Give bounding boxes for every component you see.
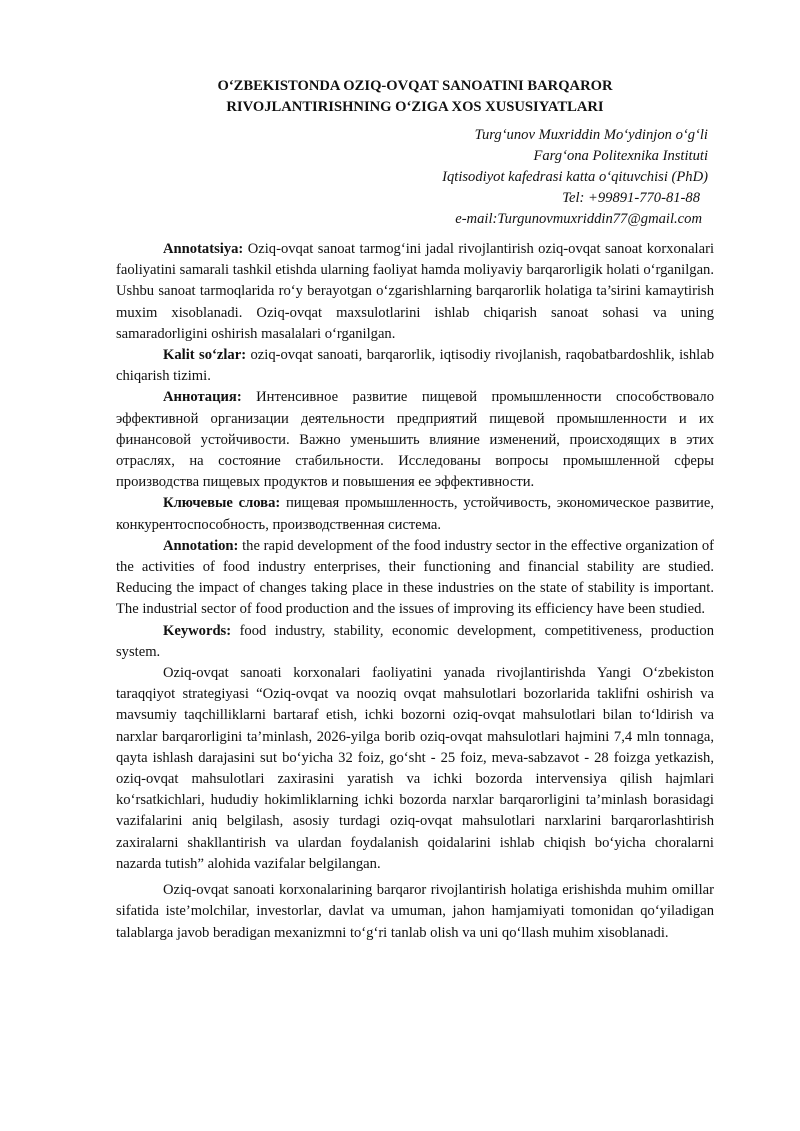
author-position: Iqtisodiyot kafedrasi katta o‘qituvchisi (PhD): [442, 169, 708, 185]
author-block: [116, 125, 708, 230]
author-name: Turg‘unov Muxriddin Mo‘ydinjon o‘g‘li: [474, 127, 708, 143]
keywords-russian-text: пищевая промышленность, устойчивость, экономическое развитие, конкурентоспособность, производственная система.: [116, 495, 714, 533]
author-phone: Tel: +99891-770-81-88: [562, 190, 700, 206]
title-line-2: RIVOJLANTIRISHNING O‘ZIGA XOS XUSUSIYATLARI: [226, 99, 604, 115]
abstract-english-label: Annotation:: [163, 537, 239, 554]
abstract-russian-text: Интенсивное развитие пищевой промышленности способствовало эффективной организации деятельности предприятий пищевой промышленности и их финансовой устойчивости. Важно уменьшить влияние изменений, происходящих в этих отраслях, на состояние стабильности. Исследованы вопросы промышленной сферы производства пищевых продуктов и повышения ее эффективности.: [116, 389, 714, 491]
keywords-english: [116, 621, 714, 663]
body-paragraph-1: Oziq-ovqat sanoati korxonalari faoliyatini yanada rivojlantirishda Yangi O‘zbekiston taraqqiyot strategiyasi “Oziq-ovqat va nooziq ovqat mahsulotlari bozorlarida taklifni oshirish va mavsumiy taqchilliklarni bartaraf etish, ichki bozorni oziq-ovqat mahsulotlari bilan to‘ldirish va narxlar barqarorligini ta’minlash, 2026-yilga borib oziq-ovqat mahsulotlari hajmini 7,4 mln tonnaga, qayta ishlash darajasini sut bo‘yicha 32 foiz, go‘sht - 25 foiz, meva-sabzavot - 28 foizga yetkazish, oziq-ovqat mahsulotlari zaxirasini yaratish va ichki bozorda intervensiya qilish hajmlari ko‘rsatkichlari, hududiy hokimliklarning ichki bozorda narxlar barqarorligini ta’minlash borasidagi vazifalarini aniq belgilash, asosiy turdagi oziq-ovqat mahsulotlari narxlarini barqarorlashtirish zaxiralarni shakllantirish va ulardan foydalanish qoidalarini ishlab chiqish bo‘yicha choralarni nazarda tutish” alohida vazifalar belgilangan.: [116, 665, 714, 872]
author-email: e-mail:Turgunovmuxriddin77@gmail.com: [455, 211, 702, 227]
keywords-russian-label: Ключевые слова:: [163, 495, 281, 512]
abstract-uzbek-label: Annotatsiya:: [163, 241, 244, 257]
keywords-english-text: food industry, stability, economic development, competitiveness, production system.: [116, 622, 714, 660]
keywords-russian: [116, 493, 714, 535]
abstract-russian: [116, 387, 714, 493]
keywords-english-label: Keywords:: [163, 622, 232, 639]
keywords-uzbek-text: oziq-ovqat sanoati, barqarorlik, iqtisodiy rivojlanish, raqobatbardoshlik, ishlab chiqarish tizimi.: [116, 347, 714, 385]
body-paragraph-2: Oziq-ovqat sanoati korxonalarining barqaror rivojlantirish holatiga erishishda muhim omillar sifatida iste’molchilar, investorlar, davlat va umuman, jahon hamjamiyati tomonidan qo‘yiladigan talablarga javob beradigan mexanizmni to‘g‘ri tanlab olish va uni qo‘llash muhim xisoblanadi.: [116, 882, 714, 941]
abstract-uzbek: [116, 239, 714, 345]
abstract-uzbek-text: Oziq-ovqat sanoat tarmog‘ini jadal rivojlantirish oziq-ovqat sanoat korxonalari faoliyatini samarali tashkil etishda ularning faoliyat hamda moliyaviy barqarorligik holati o‘rganilgan. Ushbu sanoat tarmoqlarida ro‘y berayotgan o‘zgarishlarning barqarorlik holatiga ta’sirini kamaytirish muxim xisoblanadi. Oziq-ovqat maxsulotlarini ishlab chiqarish sanoat sohasi va uning samaradorligini oshirish masalalari o‘rganilgan.: [116, 241, 714, 342]
keywords-uzbek: [116, 345, 714, 387]
title-line-1: O‘ZBEKISTONDA OZIQ-OVQAT SANOATINI BARQAROR: [217, 78, 613, 94]
author-institution: Farg‘ona Politexnika Instituti: [533, 148, 708, 164]
abstract-english: [116, 536, 714, 621]
paper-title: [116, 76, 714, 118]
abstract-english-text: the rapid development of the food industry sector in the effective organization of the activities of food industry enterprises, their functioning and financial stability are studied. Reducing the impact of changes taking place in these industries on the state of stability is important. The industrial sector of food production and the issues of improving its efficiency have been studied.: [116, 537, 714, 618]
keywords-uzbek-label: Kalit so‘zlar:: [163, 347, 247, 364]
abstract-russian-label: Аннотация:: [163, 389, 242, 406]
